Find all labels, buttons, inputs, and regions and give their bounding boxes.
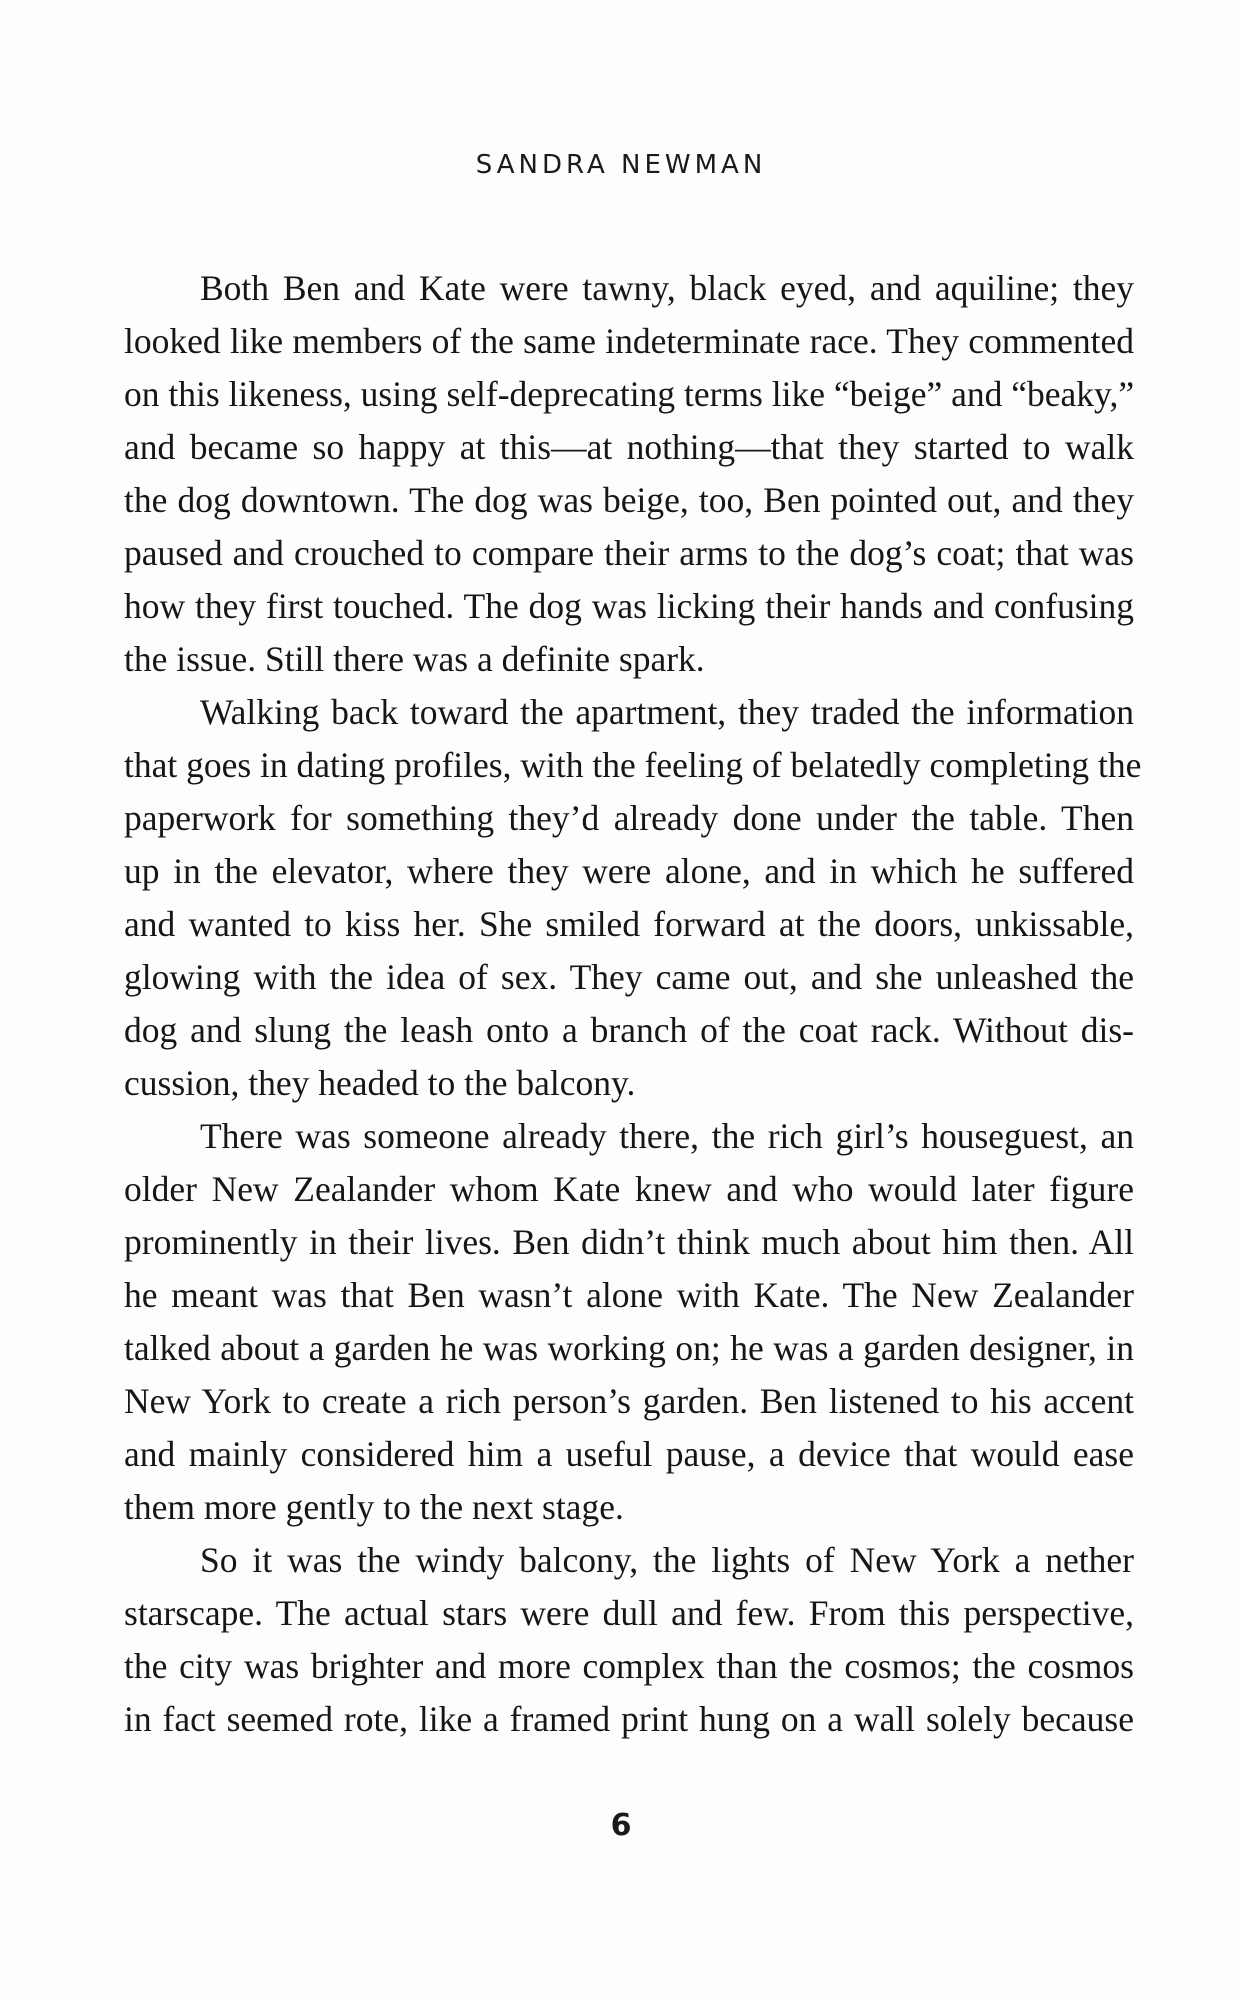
text-line: older New Zealander whom Kate knew and who would later figure — [124, 1169, 1134, 1209]
text-line: looked like members of the same indeterminate race. They commented — [124, 321, 1134, 361]
text-line: There was someone already there, the rich girl’s houseguest, an — [200, 1116, 1134, 1156]
text-line: and wanted to kiss her. She smiled forward at the doors, unkissable, — [124, 904, 1134, 944]
text-line: paperwork for something they’d already done under the table. Then — [124, 798, 1134, 838]
text-line: paused and crouched to compare their arms to the dog’s coat; that was — [124, 533, 1134, 573]
text-line: in fact seemed rote, like a framed print hung on a wall solely because — [124, 1699, 1134, 1739]
text-line: starscape. The actual stars were dull and few. From this perspective, — [124, 1593, 1134, 1633]
text-line: and became so happy at this—at nothing—that they started to walk — [124, 427, 1134, 467]
text-line: New York to create a rich person’s garden. Ben listened to his accent — [124, 1381, 1134, 1421]
text-line: the dog downtown. The dog was beige, too, Ben pointed out, and they — [124, 480, 1134, 520]
text-line: that goes in dating profiles, with the feeling of belatedly completing the — [124, 745, 1142, 785]
text-line: the city was brighter and more complex than the cosmos; the cosmos — [124, 1646, 1134, 1686]
text-line: how they first touched. The dog was licking their hands and confusing — [124, 586, 1134, 626]
text-line: So it was the windy balcony, the lights of New York a nether — [200, 1540, 1134, 1580]
text-line: he meant was that Ben wasn’t alone with Kate. The New Zealander — [124, 1275, 1134, 1315]
text-line: the issue. Still there was a definite spark. — [124, 639, 705, 679]
text-line: dog and slung the leash onto a branch of the coat rack. Without dis- — [124, 1010, 1134, 1050]
text-line: talked about a garden he was working on; he was a garden designer, in — [124, 1328, 1134, 1368]
text-line: them more gently to the next stage. — [124, 1487, 624, 1527]
page-number: 6 — [610, 1808, 632, 1843]
text-line: up in the elevator, where they were alone, and in which he suffered — [124, 851, 1134, 891]
text-line: Both Ben and Kate were tawny, black eyed, and aquiline; they — [200, 268, 1134, 308]
text-line: on this likeness, using self-deprecating terms like “beige” and “beaky,” — [124, 374, 1135, 414]
text-line: cussion, they headed to the balcony. — [124, 1063, 636, 1103]
body-text — [124, 262, 1142, 1746]
text-line: glowing with the idea of sex. They came out, and she unleashed the — [124, 957, 1134, 997]
text-line: prominently in their lives. Ben didn’t think much about him then. All — [124, 1222, 1134, 1262]
text-line: and mainly considered him a useful pause, a device that would ease — [124, 1434, 1134, 1474]
text-line: Walking back toward the apartment, they traded the information — [200, 692, 1134, 732]
running-head-author: SANDRA NEWMAN — [475, 150, 767, 180]
